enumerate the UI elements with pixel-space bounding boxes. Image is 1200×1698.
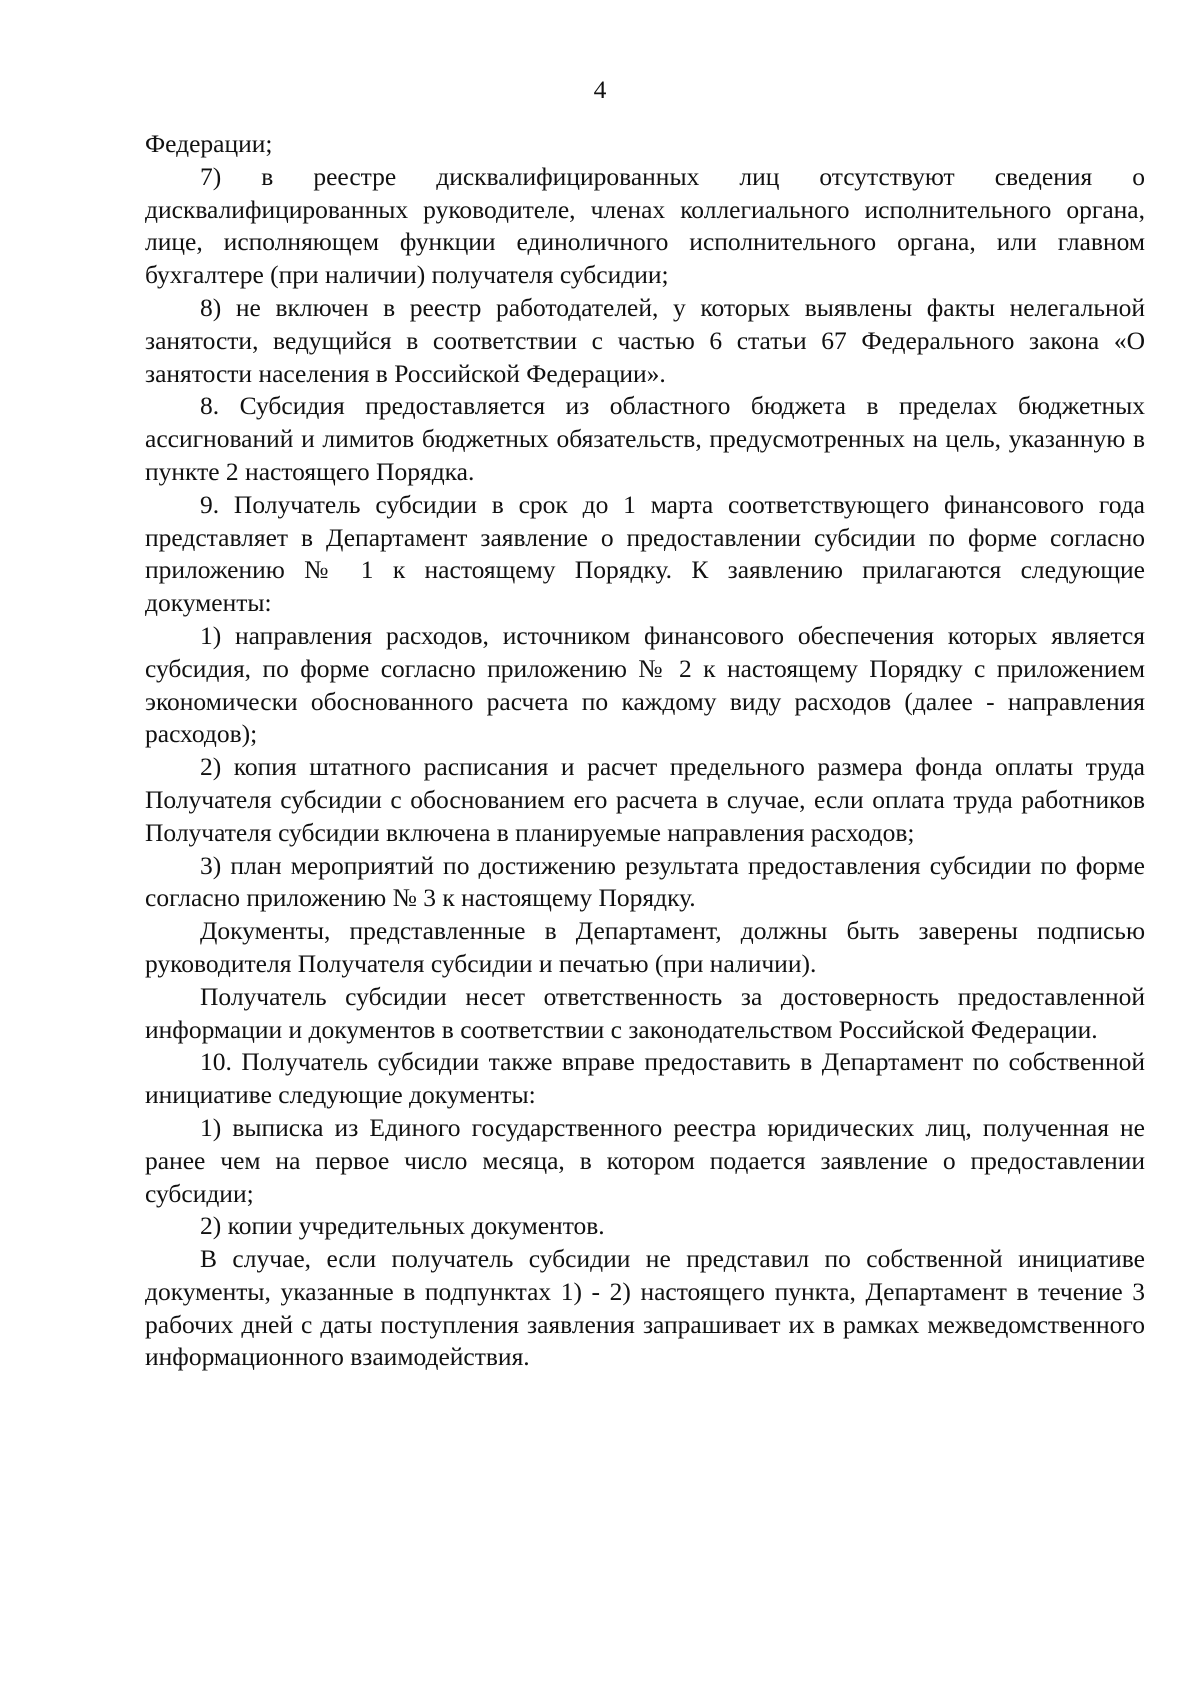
paragraph-clause-9-item-2: 2) копия штатного расписания и расчет предельного размера фонда оплаты труда Получателя субсидии с обоснованием его расчета в случае, если оплата труда работников Получателя субсидии включена в планируемые направления расходов; — [145, 752, 1145, 847]
paragraph-continuation: Федерации; — [145, 129, 273, 158]
paragraph-item-7: 7) в реестре дисквалифицированных лиц отсутствуют сведения о дисквалифицированных руководителе, членах коллегиального исполнительного органа, лице, исполняющем функции единоличного исполнительного органа, или главном бухгалтере (при наличии) получателя субсидии; — [145, 161, 1145, 290]
paragraph-item-8: 8) не включен в реестр работодателей, у которых выявлены факты нелегальной занятости, ведущийся в соответствии с частью 6 статьи 67 Федерального закона «О занятости населения в Российской Федерации». — [145, 292, 1145, 388]
paragraph-responsibility: Получатель субсидии несет ответственность за достоверность предоставленной информации и документов в соответствии с законодательством Российской Федерации. — [145, 981, 1145, 1044]
paragraph-clause-9-item-3: 3) план мероприятий по достижению результата предоставления субсидии по форме согласно приложению № 3 к настоящему Порядку. — [145, 850, 1145, 913]
paragraph-clause-9-item-1: 1) направления расходов, источником финансового обеспечения которых является субсидия, по форме согласно приложению № 2 к настоящему Порядку с приложением экономически обоснованного расчета по каждому виду расходов (далее - направления расходов); — [145, 620, 1145, 749]
paragraph-clause-10-item-1: 1) выписка из Единого государственного реестра юридических лиц, полученная не ранее чем на первое число месяца, в котором подается заявление о предоставлении субсидии; — [145, 1112, 1145, 1208]
paragraph-clause-10-item-2: 2) копии учредительных документов. — [200, 1211, 605, 1241]
paragraph-clause-10: 10. Получатель субсидии также вправе предоставить в Департамент по собственной инициативе следующие документы: — [145, 1047, 1145, 1110]
paragraph-clause-8: 8. Субсидия предоставляется из областного бюджета в пределах бюджетных ассигнований и лимитов бюджетных обязательств, предусмотренных на цель, указанную в пункте 2 настоящего Порядка. — [145, 391, 1145, 486]
paragraph-clause-9: 9. Получатель субсидии в срок до 1 марта соответствующего финансового года представляет в Департамент заявление о предоставлении субсидии по форме согласно приложению № 1 к настоящему Порядку. К заявлению прилагаются следующие документы: — [145, 489, 1145, 618]
paragraph-certification: Документы, представленные в Департамент, должны быть заверены подписью руководителя Получателя субсидии и печатью (при наличии). — [145, 916, 1145, 978]
document-body — [145, 128, 1145, 1374]
page-number: 4 — [593, 75, 607, 104]
paragraph-interagency-request: В случае, если получатель субсидии не представил по собственной инициативе документы, указанные в подпунктах 1) - 2) настоящего пункта, Департамент в течение 3 рабочих дней с даты поступления заявления запрашивает их в рамках межведомственного информационного взаимодействия. — [145, 1244, 1145, 1372]
